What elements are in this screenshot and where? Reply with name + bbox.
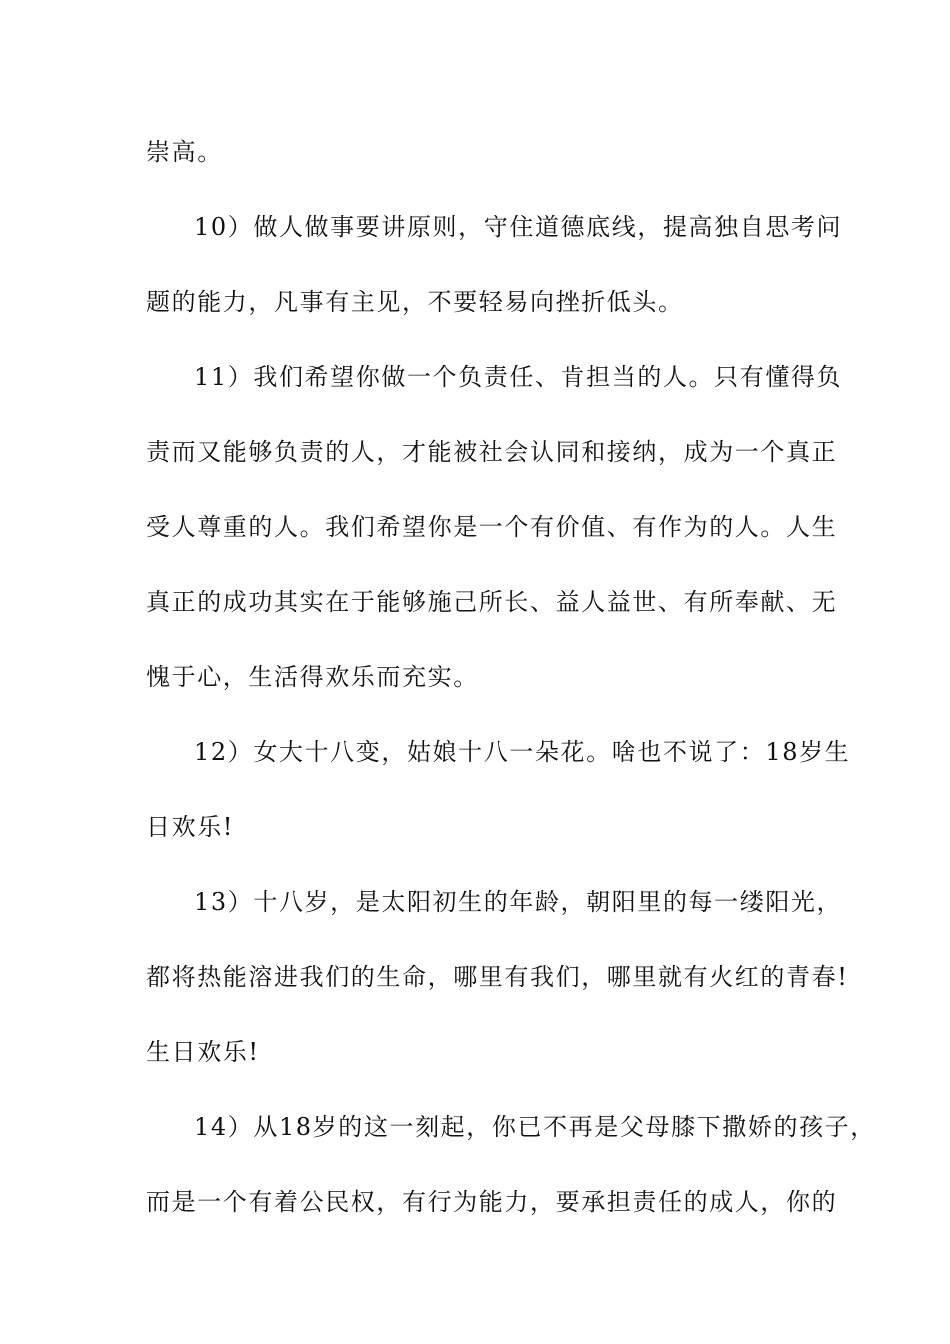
- text-line: 愧于心，生活得欢乐而充实。: [146, 663, 479, 691]
- text-line: 12）女大十八变，姑娘十八一朵花。啥也不说了：18岁生: [194, 738, 851, 766]
- text-line: 而是一个有着公民权，有行为能力，要承担责任的成人，你的: [146, 1188, 838, 1216]
- text-line: 真正的成功其实在于能够施己所长、益人益世、有所奉献、无: [146, 588, 838, 616]
- text-line: 题的能力，凡事有主见，不要轻易向挫折低头。: [146, 288, 684, 316]
- text-line: 13）十八岁，是太阳初生的年龄，朝阳里的每一缕阳光，: [194, 888, 843, 916]
- text-line: 10）做人做事要讲原则，守住道德底线，提高独自思考问: [194, 213, 843, 241]
- text-line: 崇高。: [146, 138, 223, 166]
- text-line: 生日欢乐!: [146, 1038, 260, 1066]
- text-line: 日欢乐!: [146, 813, 235, 841]
- text-line: 都将热能溶进我们的生命，哪里有我们，哪里就有火红的青春!: [146, 963, 849, 991]
- text-line: 14）从18岁的这一刻起，你已不再是父母膝下撒娇的孩子，: [194, 1113, 876, 1141]
- text-line: 责而又能够负责的人，才能被社会认同和接纳，成为一个真正: [146, 438, 838, 466]
- text-line: 受人尊重的人。我们希望你是一个有价值、有作为的人。人生: [146, 513, 838, 541]
- text-line: 11）我们希望你做一个负责任、肯担当的人。只有懂得负: [194, 363, 843, 391]
